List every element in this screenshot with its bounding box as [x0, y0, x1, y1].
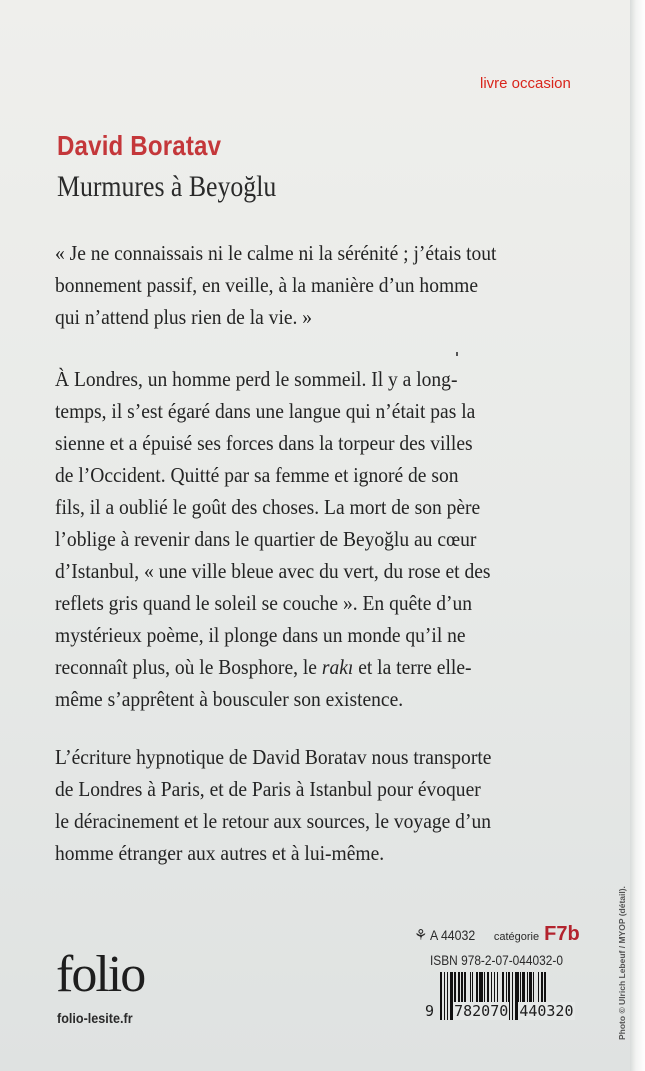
cover-speck: [456, 352, 458, 356]
gallimard-logo-icon: ⚘: [414, 927, 428, 944]
summary-line: fils, il a oublié le goût des choses. La mort de son père: [55, 495, 481, 519]
used-book-label: livre occasion: [480, 75, 571, 92]
summary-line: temps, il s’est égaré dans une langue qui n’était pas la: [55, 399, 476, 423]
summary-line: l’oblige à revenir dans le quartier de Beyoğlu au cœur: [55, 527, 477, 551]
catalog-code: A 44032: [430, 927, 476, 943]
summary-line: reflets gris quand le soleil se couche ». En quête d’un: [55, 591, 473, 615]
summary-line: [55, 651, 576, 683]
isbn: ISBN 978-2-07-044032-0: [430, 952, 563, 968]
category-label: catégorie: [493, 931, 540, 943]
summary-paragraph: [55, 363, 615, 715]
photo-credit: Photo © Ulrich Lebeuf / MYOP (détail).: [617, 886, 627, 1040]
summary-line-head: reconnaît plus, où le Bosphore, le: [55, 655, 322, 679]
closing-paragraph: [55, 741, 615, 869]
italic-word: rakı: [321, 655, 354, 679]
quote-line: qui n’attend plus rien de la vie. »: [55, 305, 313, 329]
summary-line: d’Istanbul, « une ville bleue avec du vert, du rose et des: [55, 559, 491, 583]
category-value: F7b: [544, 923, 580, 945]
quote-line: bonnement passif, en veille, à la manière d’un homme: [55, 273, 479, 297]
closing-line: de Londres à Paris, et de Paris à Istanbul pour évoquer: [55, 777, 481, 801]
author-name: David Boratav: [57, 130, 222, 161]
closing-line: homme étranger aux autres et à lui-même.: [55, 841, 385, 865]
summary-line: sienne et a épuisé ses forces dans la torpeur des villes: [55, 431, 473, 455]
quote-line: « Je ne connaissais ni le calme ni la sérénité ; j’étais tout: [55, 241, 497, 265]
book-title: Murmures à Beyoğlu: [57, 170, 277, 203]
folio-logo: folio: [56, 946, 145, 1003]
barcode-digits: [424, 1002, 575, 1020]
summary-line: même s’apprêtent à bousculer son existence.: [55, 687, 404, 711]
summary-line-tail: et la terre elle-: [353, 655, 472, 679]
barcode-group-2: 440320: [519, 1002, 574, 1020]
closing-line: L’écriture hypnotique de David Boratav nous transporte: [55, 745, 492, 769]
closing-line: le déracinement et le retour aux sources, le voyage d’un: [55, 809, 491, 833]
excerpt-quote: [55, 237, 615, 333]
summary-line: de l’Occident. Quitté par sa femme et ignoré de son: [55, 463, 459, 487]
summary-line: mystérieux poème, il plonge dans un monde qu’il ne: [55, 623, 466, 647]
summary-line: À Londres, un homme perd le sommeil. Il y a long-: [55, 367, 458, 391]
barcode-first-digit: 9: [425, 1002, 435, 1020]
cover-edge: [630, 0, 645, 1071]
publisher-website: folio-lesite.fr: [57, 1010, 133, 1026]
barcode-group-1: 782070: [454, 1002, 509, 1020]
